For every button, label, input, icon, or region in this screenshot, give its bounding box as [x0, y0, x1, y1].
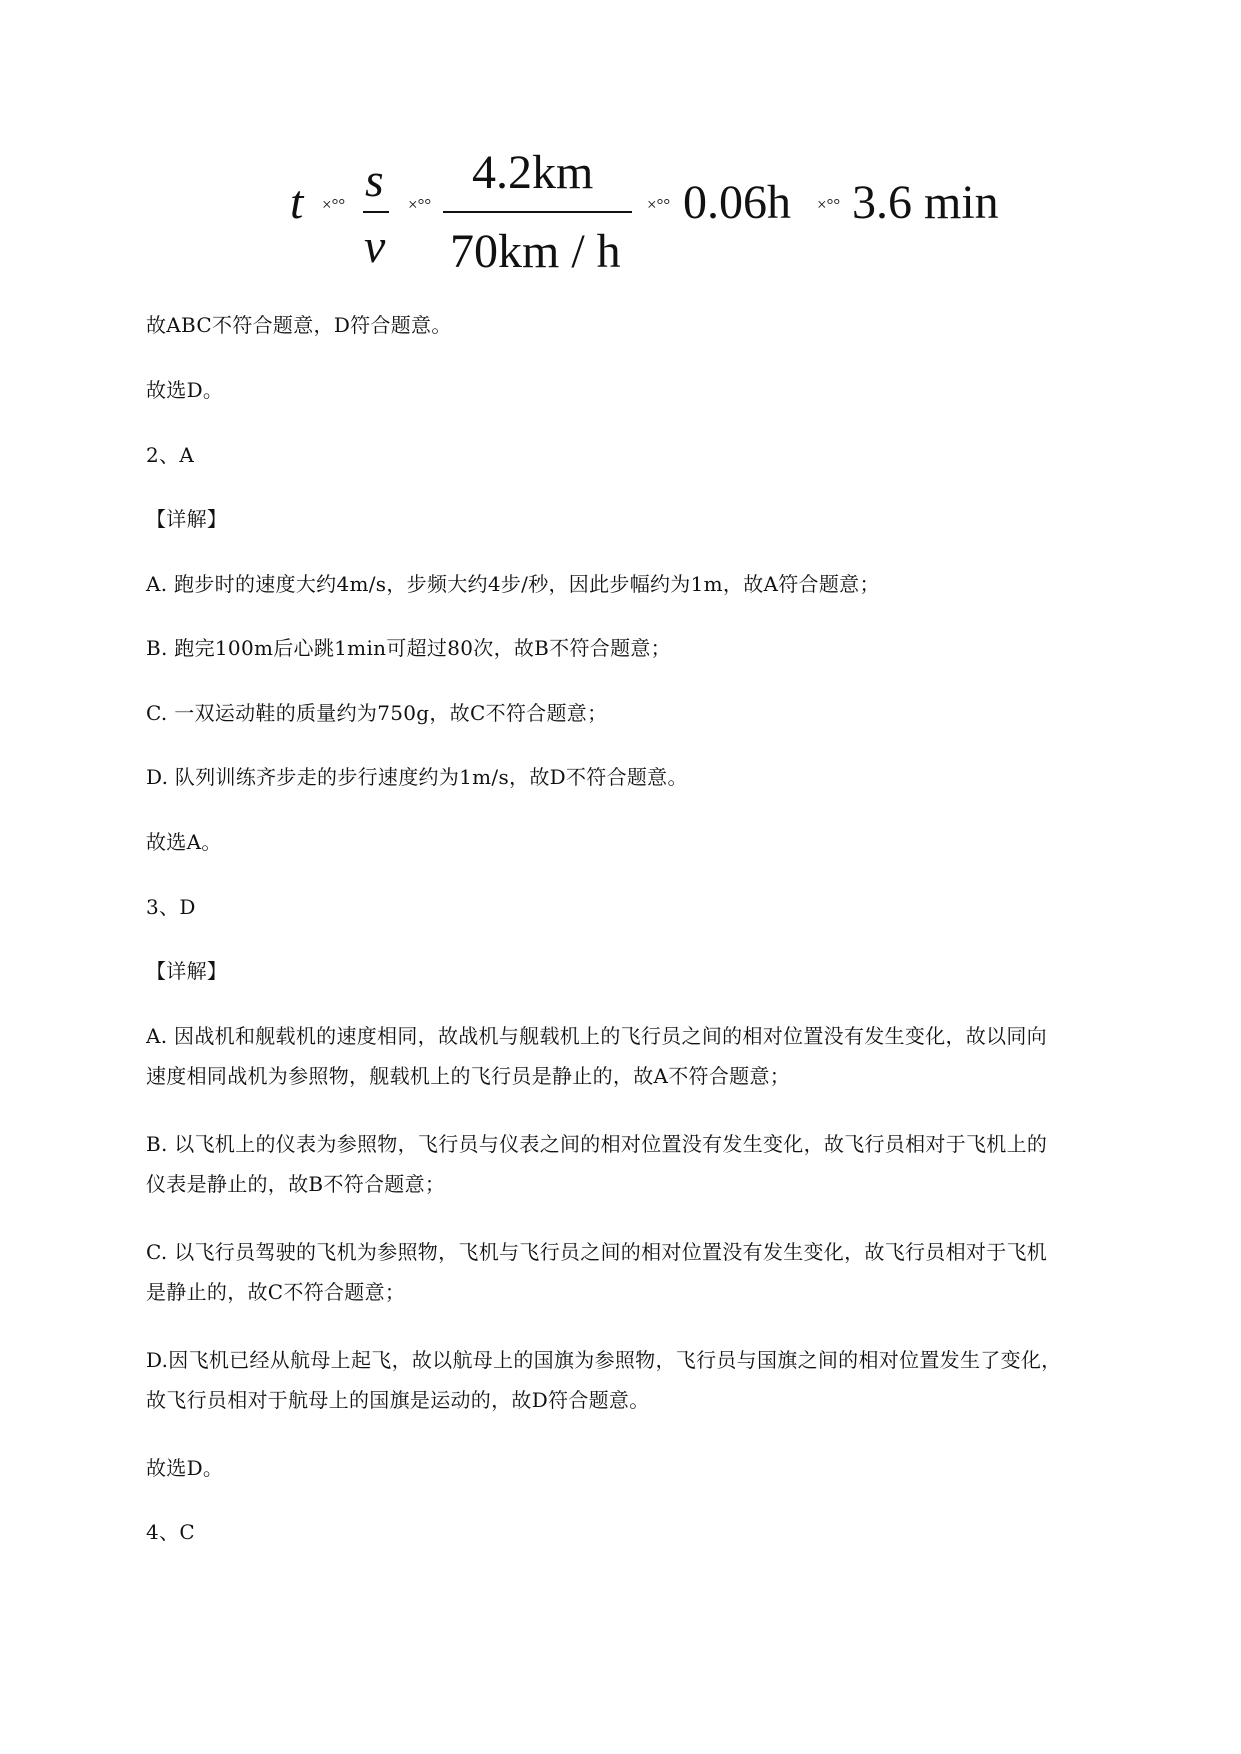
answer-line: 故选A。 [146, 830, 222, 854]
explanation-heading: 【详解】 [146, 507, 228, 531]
question-number: 3、D [146, 895, 196, 919]
option-b-continued: 仪表是静止的，故B不符合题意； [146, 1172, 446, 1196]
formula-t: t [290, 176, 304, 229]
option-a: A. 跑步时的速度大约4m/s，步频大约4步/秒，因此步幅约为1m，故A符合题意； [146, 572, 880, 596]
option-d: D. 队列训练齐步走的步行速度约为1m/s，故D不符合题意。 [146, 765, 688, 789]
option-d: D.因飞机已经从航母上起飞，故以航母上的国旗为参照物，飞行员与国旗之间的相对位置发生了变化， [146, 1348, 1062, 1372]
formula-numerator: 4.2km [472, 150, 594, 199]
option-c: C. 一双运动鞋的质量约为750g，故C不符合题意； [146, 701, 608, 725]
formula-result-hours: 0.06h [683, 176, 791, 229]
formula-eq-2: ×°° [408, 195, 432, 214]
option-c: C. 以飞行员驾驶的飞机为参照物，飞机与飞行员之间的相对位置没有发生变化，故飞行员相对于飞机 [146, 1240, 1048, 1264]
formula-result-minutes: 3.6 min [852, 176, 999, 229]
option-b: B. 以飞机上的仪表为参照物，飞行员与仪表之间的相对位置没有发生变化，故飞行员相对于飞机上的 [146, 1132, 1048, 1156]
time-formula [0, 150, 1241, 280]
explanation-heading: 【详解】 [146, 959, 228, 983]
option-a-continued: 速度相同战机为参照物，舰载机上的飞行员是静止的，故A不符合题意； [146, 1064, 791, 1088]
option-c-continued: 是静止的，故C不符合题意； [146, 1280, 406, 1304]
option-b: B. 跑完100m后心跳1min可超过80次，故B不符合题意； [146, 636, 671, 660]
answer-line: 故选D。 [146, 378, 224, 402]
answer-line: 故选D。 [146, 1456, 224, 1480]
formula-eq-4: ×°° [817, 195, 841, 214]
option-d-continued: 故飞行员相对于航母上的国旗是运动的，故D符合题意。 [146, 1388, 650, 1412]
formula-eq-3: ×°° [647, 195, 671, 214]
formula-eq-1: ×°° [322, 195, 346, 214]
formula-svg [0, 150, 1241, 280]
option-a: A. 因战机和舰载机的速度相同，故战机与舰载机上的飞行员之间的相对位置没有发生变化，故以同向 [146, 1024, 1047, 1048]
conclusion-line: 故ABC不符合题意，D符合题意。 [146, 313, 452, 337]
question-number: 2、A [146, 443, 195, 467]
formula-v: v [364, 220, 386, 273]
formula-denominator: 70km / h [450, 225, 621, 278]
question-number: 4、C [146, 1520, 195, 1544]
formula-s: s [365, 154, 384, 207]
